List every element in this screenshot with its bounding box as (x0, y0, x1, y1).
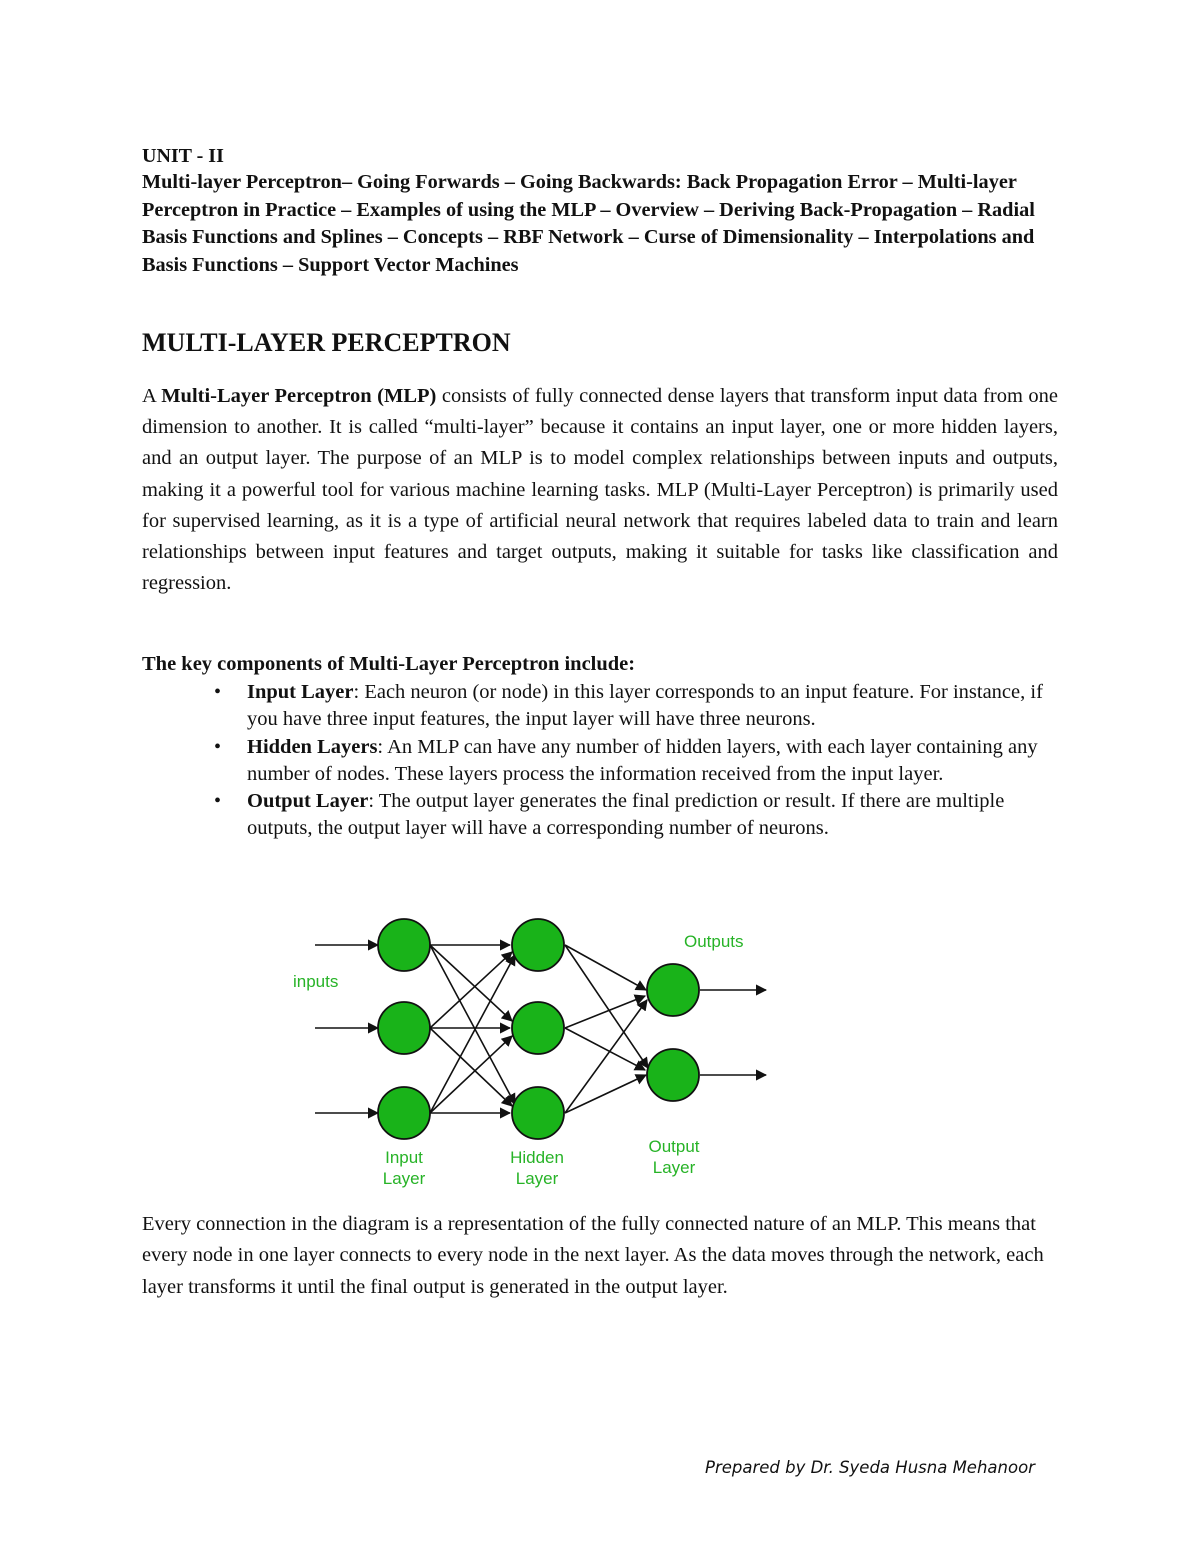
edge (565, 996, 645, 1028)
input-layer-label: Input (385, 1148, 423, 1167)
edge (565, 945, 646, 990)
intro-rest: consists of fully connected dense layers that transform input data from one dimension to another. It is called “multi-layer” because it contains an input layer, one or more hidden layers, and an output layer. The purpose of an MLP is to model complex relationships between inputs and outputs, making it a powerful tool for various machine learning tasks. MLP (Multi-Layer Perceptron) is primarily used for supervised learning, as it is a type of artificial neural network that requires labeled data to train and learn relationships between input features and target outputs, making it suitable for tasks like classification and regression. (142, 385, 1058, 595)
intro-abbr: (MLP) (377, 385, 437, 407)
input-node (378, 919, 430, 971)
component-text: : An MLP can have any number of hidden layers, with each layer containing any number of nodes. These layers process the information received from the input layer. (247, 735, 1038, 785)
hidden-layer-label: Layer (515, 1169, 559, 1188)
input-node (378, 1087, 430, 1139)
edge (565, 1000, 647, 1113)
component-term: Hidden Layers (247, 735, 378, 758)
bullet-dot: • (214, 790, 222, 813)
component-term: Output Layer (247, 790, 369, 813)
list-item (142, 679, 1062, 734)
edge (430, 955, 515, 1113)
edge (430, 952, 512, 1028)
inputs-label: inputs (293, 972, 339, 991)
intro-paragraph (142, 381, 1058, 599)
unit-title: UNIT - II (142, 145, 224, 167)
component-text: : Each neuron (or node) in this layer corresponds to an input feature. For instance, if you have three input features, the input layer will have three neurons. (247, 681, 1043, 731)
intro-lead: A (142, 385, 162, 407)
nodes (378, 919, 699, 1139)
output-layer-label: Layer (652, 1158, 696, 1177)
hidden-layer-label: Hidden (510, 1148, 564, 1167)
input-node (378, 1002, 430, 1054)
output-node (647, 964, 699, 1016)
input-layer-label: Layer (382, 1169, 426, 1188)
intro-term: Multi-Layer Perceptron (161, 385, 372, 407)
output-layer-label: Output (648, 1137, 700, 1156)
mlp-diagram (280, 918, 780, 1193)
key-components-title: The key components of Multi-Layer Perceptron include: (142, 653, 636, 675)
hidden-node (512, 1087, 564, 1139)
outputs-label: Outputs (684, 932, 744, 951)
footer-credit: Prepared by Dr. Syeda Husna Mehanoor (705, 1458, 1035, 1477)
syllabus-topics: Multi-layer Perceptron– Going Forwards – Going Backwards: Back Propagation Error – Multi-layer Perceptron in Practice – Examples of using the MLP – Overview – Deriving Back-Propagation – Radial Basis Functions and Splines – Concepts – RBF Network – Curse of Dimensionality – Interpolations and Basis Functions – Support Vector Machines (142, 171, 1035, 276)
list-item (142, 788, 1062, 843)
hidden-node (512, 919, 564, 971)
key-components-list (142, 679, 1062, 843)
list-item (142, 734, 1062, 789)
bullet-dot: • (214, 681, 222, 703)
section-heading: MULTI-LAYER PERCEPTRON (142, 328, 511, 357)
component-text: : The output layer generates the final prediction or result. If there are multiple outputs, the output layer will have a corresponding number of neurons. (247, 790, 1005, 840)
output-node (647, 1049, 699, 1101)
closing-paragraph: Every connection in the diagram is a representation of the fully connected nature of an MLP. This means that every node in one layer connects to every node in the next layer. As the data moves through the network, each layer transforms it until the final output is generated in the output layer. (142, 1213, 1044, 1298)
hidden-node (512, 1002, 564, 1054)
edge (430, 1028, 512, 1106)
component-term: Input Layer (247, 681, 354, 703)
edge (565, 1075, 646, 1113)
edge (430, 945, 515, 1104)
edge (565, 1028, 645, 1070)
bullet-dot: • (214, 735, 222, 758)
